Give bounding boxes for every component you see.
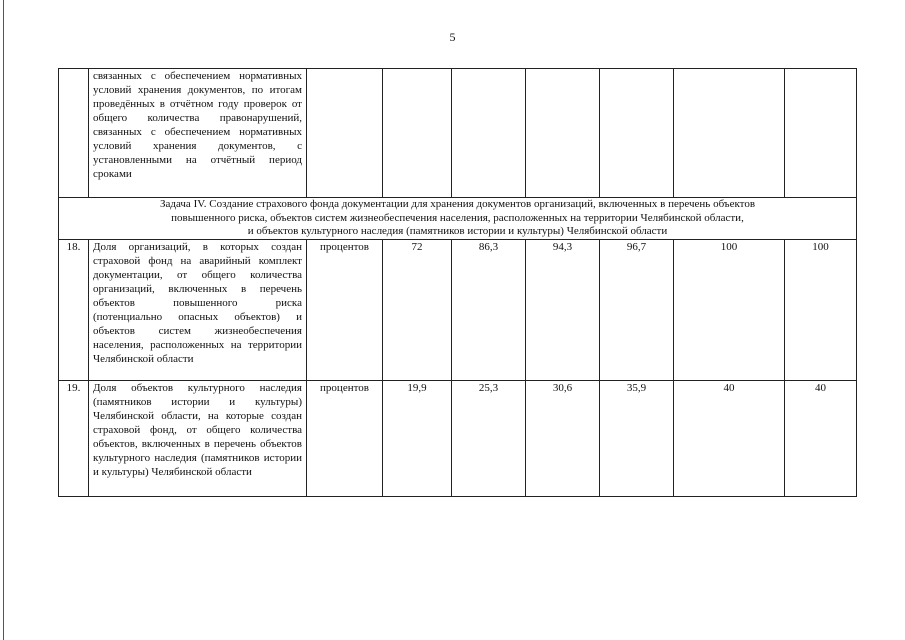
task-line: и объектов культурного наследия (памятников истории и культуры) Челябинской области bbox=[247, 225, 668, 237]
task-row bbox=[59, 198, 857, 240]
row-value: 40 bbox=[674, 381, 785, 497]
row-number: 19. bbox=[59, 381, 89, 497]
row-value: 30,6 bbox=[526, 381, 600, 497]
table-row bbox=[59, 381, 857, 497]
row-value: 40 bbox=[785, 381, 857, 497]
page-number: 5 bbox=[449, 30, 456, 44]
row-value bbox=[785, 69, 857, 198]
row-value: 25,3 bbox=[452, 381, 526, 497]
row-description: Доля объектов культурного наследия (памятников истории и культуры) Челябинской области, на которые создан страховой фонд, от общего количества объектов, включенных в перечень объектов культурного наследия (памятников истории и культуры) Челябинской области bbox=[89, 381, 307, 497]
row-number bbox=[59, 69, 89, 198]
row-description: связанных с обеспечением нормативных условий хранения документов, по итогам проведённых в отчётном году проверок от общего количества правонарушений, связанных с обеспечением нормативных условий хранения документов, с установленными на отчётный период сроками bbox=[89, 69, 307, 198]
table-row bbox=[59, 240, 857, 381]
row-value bbox=[600, 69, 674, 198]
row-value: 100 bbox=[785, 240, 857, 381]
row-unit bbox=[307, 69, 383, 198]
task-line: повышенного риска, объектов систем жизнеобеспечения населения, расположенных на территории Челябинской области, bbox=[171, 211, 744, 224]
row-value: 100 bbox=[674, 240, 785, 381]
row-value bbox=[452, 69, 526, 198]
row-value bbox=[526, 69, 600, 198]
row-value bbox=[383, 69, 452, 198]
row-description: Доля организаций, в которых создан страховой фонд на аварийный комплект документации, от общего количества организаций, включенных в перечень объектов повышенного риска (потенциально опасных объектов) и объектов систем жизнеобеспечения населения, расположенных на территории Челябинской области bbox=[89, 240, 307, 381]
row-value: 35,9 bbox=[600, 381, 674, 497]
row-value: 96,7 bbox=[600, 240, 674, 381]
row-value: 94,3 bbox=[526, 240, 600, 381]
scan-edge-line bbox=[3, 0, 4, 640]
row-value: 86,3 bbox=[452, 240, 526, 381]
row-number: 18. bbox=[59, 240, 89, 381]
table-row bbox=[59, 69, 857, 198]
row-unit: процентов bbox=[307, 240, 383, 381]
row-value: 72 bbox=[383, 240, 452, 381]
indicators-table bbox=[58, 68, 857, 497]
row-unit: процентов bbox=[307, 381, 383, 497]
row-value bbox=[674, 69, 785, 198]
task-line: Задача IV. Создание страхового фонда документации для хранения документов организаций, включенных в перечень объектов bbox=[159, 198, 756, 210]
row-value: 19,9 bbox=[383, 381, 452, 497]
task-heading bbox=[59, 198, 857, 240]
